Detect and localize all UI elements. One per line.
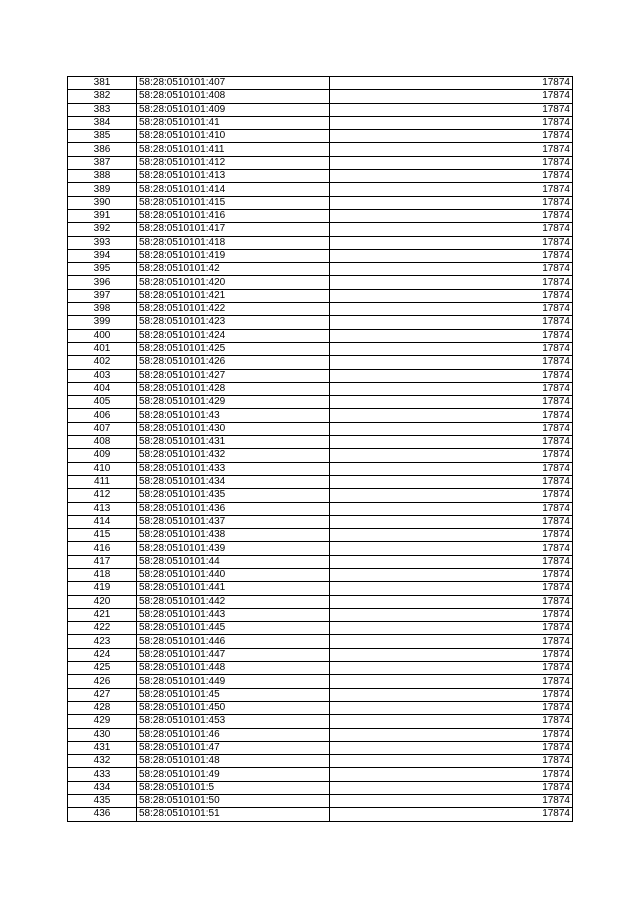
row-number-cell: 401: [68, 342, 137, 355]
row-number-cell: 434: [68, 781, 137, 794]
cadastral-number-cell: 58:28:0510101:437: [137, 515, 330, 528]
cadastral-number-cell: 58:28:0510101:429: [137, 396, 330, 409]
cadastral-number-cell: 58:28:0510101:432: [137, 449, 330, 462]
value-cell: 17874: [330, 116, 573, 129]
value-cell: 17874: [330, 755, 573, 768]
cadastral-number-cell: 58:28:0510101:411: [137, 143, 330, 156]
cadastral-number-cell: 58:28:0510101:435: [137, 489, 330, 502]
table-row: [68, 582, 573, 595]
table-row: [68, 808, 573, 821]
row-number-cell: 381: [68, 77, 137, 90]
value-cell: 17874: [330, 715, 573, 728]
cadastral-number-cell: 58:28:0510101:413: [137, 170, 330, 183]
row-number-cell: 415: [68, 529, 137, 542]
cadastral-number-cell: 58:28:0510101:440: [137, 568, 330, 581]
cadastral-number-cell: 58:28:0510101:450: [137, 701, 330, 714]
cadastral-number-cell: 58:28:0510101:449: [137, 675, 330, 688]
value-cell: 17874: [330, 156, 573, 169]
table-row: [68, 555, 573, 568]
table-row: [68, 409, 573, 422]
cadastral-number-cell: 58:28:0510101:436: [137, 502, 330, 515]
table-row: [68, 369, 573, 382]
row-number-cell: 412: [68, 489, 137, 502]
cadastral-number-cell: 58:28:0510101:428: [137, 382, 330, 395]
cadastral-number-cell: 58:28:0510101:42: [137, 263, 330, 276]
row-number-cell: 392: [68, 223, 137, 236]
value-cell: 17874: [330, 741, 573, 754]
cadastral-number-cell: 58:28:0510101:47: [137, 741, 330, 754]
value-cell: 17874: [330, 635, 573, 648]
value-cell: 17874: [330, 276, 573, 289]
cadastral-number-cell: 58:28:0510101:416: [137, 209, 330, 222]
row-number-cell: 383: [68, 103, 137, 116]
row-number-cell: 432: [68, 755, 137, 768]
table-row: [68, 356, 573, 369]
row-number-cell: 421: [68, 608, 137, 621]
row-number-cell: 399: [68, 316, 137, 329]
value-cell: 17874: [330, 103, 573, 116]
cadastral-number-cell: 58:28:0510101:43: [137, 409, 330, 422]
row-number-cell: 389: [68, 183, 137, 196]
value-cell: 17874: [330, 648, 573, 661]
row-number-cell: 395: [68, 263, 137, 276]
table-row: [68, 303, 573, 316]
table-row: [68, 143, 573, 156]
row-number-cell: 393: [68, 236, 137, 249]
value-cell: 17874: [330, 329, 573, 342]
cadastral-number-cell: 58:28:0510101:434: [137, 475, 330, 488]
cadastral-number-cell: 58:28:0510101:425: [137, 342, 330, 355]
row-number-cell: 410: [68, 462, 137, 475]
table-row: [68, 316, 573, 329]
row-number-cell: 417: [68, 555, 137, 568]
row-number-cell: 427: [68, 688, 137, 701]
value-cell: 17874: [330, 209, 573, 222]
row-number-cell: 413: [68, 502, 137, 515]
cadastral-number-cell: 58:28:0510101:430: [137, 422, 330, 435]
table-row: [68, 263, 573, 276]
cadastral-number-cell: 58:28:0510101:433: [137, 462, 330, 475]
cadastral-number-cell: 58:28:0510101:409: [137, 103, 330, 116]
table-row: [68, 502, 573, 515]
row-number-cell: 425: [68, 662, 137, 675]
value-cell: 17874: [330, 382, 573, 395]
row-number-cell: 404: [68, 382, 137, 395]
value-cell: 17874: [330, 249, 573, 262]
cadastral-number-cell: 58:28:0510101:46: [137, 728, 330, 741]
value-cell: 17874: [330, 688, 573, 701]
table-row: [68, 422, 573, 435]
table-row: [68, 209, 573, 222]
value-cell: 17874: [330, 675, 573, 688]
table-row: [68, 249, 573, 262]
row-number-cell: 418: [68, 568, 137, 581]
cadastral-number-cell: 58:28:0510101:41: [137, 116, 330, 129]
value-cell: 17874: [330, 582, 573, 595]
value-cell: 17874: [330, 316, 573, 329]
table-row: [68, 568, 573, 581]
row-number-cell: 397: [68, 289, 137, 302]
table-row: [68, 795, 573, 808]
cadastral-number-cell: 58:28:0510101:410: [137, 130, 330, 143]
table-row: [68, 701, 573, 714]
value-cell: 17874: [330, 555, 573, 568]
table-row: [68, 276, 573, 289]
cadastral-number-cell: 58:28:0510101:51: [137, 808, 330, 821]
value-cell: 17874: [330, 662, 573, 675]
cadastral-number-cell: 58:28:0510101:414: [137, 183, 330, 196]
value-cell: 17874: [330, 409, 573, 422]
table-row: [68, 236, 573, 249]
row-number-cell: 409: [68, 449, 137, 462]
cadastral-number-cell: 58:28:0510101:422: [137, 303, 330, 316]
row-number-cell: 429: [68, 715, 137, 728]
row-number-cell: 394: [68, 249, 137, 262]
row-number-cell: 387: [68, 156, 137, 169]
table-row: [68, 436, 573, 449]
table-row: [68, 715, 573, 728]
table-row: [68, 595, 573, 608]
cadastral-table: [67, 76, 573, 822]
value-cell: 17874: [330, 529, 573, 542]
cadastral-number-cell: 58:28:0510101:427: [137, 369, 330, 382]
value-cell: 17874: [330, 223, 573, 236]
value-cell: 17874: [330, 608, 573, 621]
value-cell: 17874: [330, 515, 573, 528]
table-row: [68, 675, 573, 688]
value-cell: 17874: [330, 369, 573, 382]
table-row: [68, 116, 573, 129]
table-row: [68, 741, 573, 754]
cadastral-number-cell: 58:28:0510101:439: [137, 542, 330, 555]
value-cell: 17874: [330, 342, 573, 355]
table-row: [68, 196, 573, 209]
value-cell: 17874: [330, 236, 573, 249]
table-row: [68, 462, 573, 475]
table-row: [68, 728, 573, 741]
table-row: [68, 648, 573, 661]
table-row: [68, 529, 573, 542]
cadastral-number-cell: 58:28:0510101:442: [137, 595, 330, 608]
value-cell: 17874: [330, 768, 573, 781]
cadastral-number-cell: 58:28:0510101:44: [137, 555, 330, 568]
row-number-cell: 424: [68, 648, 137, 661]
row-number-cell: 407: [68, 422, 137, 435]
cadastral-number-cell: 58:28:0510101:426: [137, 356, 330, 369]
table-row: [68, 475, 573, 488]
cadastral-number-cell: 58:28:0510101:419: [137, 249, 330, 262]
value-cell: 17874: [330, 77, 573, 90]
value-cell: 17874: [330, 196, 573, 209]
value-cell: 17874: [330, 436, 573, 449]
cadastral-number-cell: 58:28:0510101:408: [137, 90, 330, 103]
cadastral-number-cell: 58:28:0510101:446: [137, 635, 330, 648]
table-row: [68, 183, 573, 196]
value-cell: 17874: [330, 595, 573, 608]
cadastral-number-cell: 58:28:0510101:418: [137, 236, 330, 249]
row-number-cell: 435: [68, 795, 137, 808]
value-cell: 17874: [330, 263, 573, 276]
cadastral-number-cell: 58:28:0510101:415: [137, 196, 330, 209]
value-cell: 17874: [330, 422, 573, 435]
table-row: [68, 515, 573, 528]
row-number-cell: 420: [68, 595, 137, 608]
table-row: [68, 382, 573, 395]
row-number-cell: 430: [68, 728, 137, 741]
table-row: [68, 755, 573, 768]
row-number-cell: 385: [68, 130, 137, 143]
cadastral-number-cell: 58:28:0510101:417: [137, 223, 330, 236]
value-cell: 17874: [330, 701, 573, 714]
row-number-cell: 431: [68, 741, 137, 754]
cadastral-number-cell: 58:28:0510101:407: [137, 77, 330, 90]
table-row: [68, 542, 573, 555]
row-number-cell: 396: [68, 276, 137, 289]
table-row: [68, 342, 573, 355]
table-row: [68, 77, 573, 90]
table-row: [68, 622, 573, 635]
row-number-cell: 382: [68, 90, 137, 103]
cadastral-number-cell: 58:28:0510101:453: [137, 715, 330, 728]
row-number-cell: 416: [68, 542, 137, 555]
cadastral-number-cell: 58:28:0510101:50: [137, 795, 330, 808]
cadastral-number-cell: 58:28:0510101:421: [137, 289, 330, 302]
row-number-cell: 411: [68, 475, 137, 488]
cadastral-number-cell: 58:28:0510101:431: [137, 436, 330, 449]
table-row: [68, 635, 573, 648]
row-number-cell: 422: [68, 622, 137, 635]
value-cell: 17874: [330, 728, 573, 741]
value-cell: 17874: [330, 143, 573, 156]
cadastral-number-cell: 58:28:0510101:49: [137, 768, 330, 781]
row-number-cell: 398: [68, 303, 137, 316]
cadastral-number-cell: 58:28:0510101:438: [137, 529, 330, 542]
row-number-cell: 388: [68, 170, 137, 183]
table-row: [68, 662, 573, 675]
row-number-cell: 406: [68, 409, 137, 422]
cadastral-number-cell: 58:28:0510101:48: [137, 755, 330, 768]
value-cell: 17874: [330, 90, 573, 103]
value-cell: 17874: [330, 396, 573, 409]
value-cell: 17874: [330, 781, 573, 794]
value-cell: 17874: [330, 183, 573, 196]
table-row: [68, 781, 573, 794]
table-row: [68, 396, 573, 409]
cadastral-number-cell: 58:28:0510101:443: [137, 608, 330, 621]
value-cell: 17874: [330, 289, 573, 302]
table-row: [68, 170, 573, 183]
row-number-cell: 386: [68, 143, 137, 156]
cadastral-number-cell: 58:28:0510101:5: [137, 781, 330, 794]
cadastral-number-cell: 58:28:0510101:420: [137, 276, 330, 289]
table-row: [68, 289, 573, 302]
table-body: [68, 77, 573, 822]
value-cell: 17874: [330, 462, 573, 475]
value-cell: 17874: [330, 170, 573, 183]
row-number-cell: 423: [68, 635, 137, 648]
cadastral-number-cell: 58:28:0510101:424: [137, 329, 330, 342]
cadastral-number-cell: 58:28:0510101:441: [137, 582, 330, 595]
row-number-cell: 414: [68, 515, 137, 528]
table-row: [68, 688, 573, 701]
cadastral-number-cell: 58:28:0510101:448: [137, 662, 330, 675]
table-row: [68, 223, 573, 236]
row-number-cell: 384: [68, 116, 137, 129]
row-number-cell: 408: [68, 436, 137, 449]
table-row: [68, 329, 573, 342]
row-number-cell: 428: [68, 701, 137, 714]
value-cell: 17874: [330, 795, 573, 808]
table-row: [68, 768, 573, 781]
cadastral-number-cell: 58:28:0510101:423: [137, 316, 330, 329]
row-number-cell: 419: [68, 582, 137, 595]
row-number-cell: 405: [68, 396, 137, 409]
value-cell: 17874: [330, 808, 573, 821]
table-row: [68, 156, 573, 169]
value-cell: 17874: [330, 542, 573, 555]
row-number-cell: 426: [68, 675, 137, 688]
cadastral-number-cell: 58:28:0510101:412: [137, 156, 330, 169]
row-number-cell: 436: [68, 808, 137, 821]
value-cell: 17874: [330, 130, 573, 143]
table-row: [68, 103, 573, 116]
table-row: [68, 489, 573, 502]
row-number-cell: 390: [68, 196, 137, 209]
row-number-cell: 391: [68, 209, 137, 222]
cadastral-number-cell: 58:28:0510101:45: [137, 688, 330, 701]
value-cell: 17874: [330, 622, 573, 635]
value-cell: 17874: [330, 502, 573, 515]
table-row: [68, 608, 573, 621]
table-row: [68, 449, 573, 462]
row-number-cell: 403: [68, 369, 137, 382]
value-cell: 17874: [330, 568, 573, 581]
value-cell: 17874: [330, 449, 573, 462]
row-number-cell: 433: [68, 768, 137, 781]
row-number-cell: 400: [68, 329, 137, 342]
table-row: [68, 130, 573, 143]
row-number-cell: 402: [68, 356, 137, 369]
cadastral-number-cell: 58:28:0510101:447: [137, 648, 330, 661]
value-cell: 17874: [330, 489, 573, 502]
cadastral-number-cell: 58:28:0510101:445: [137, 622, 330, 635]
value-cell: 17874: [330, 475, 573, 488]
table-row: [68, 90, 573, 103]
value-cell: 17874: [330, 303, 573, 316]
value-cell: 17874: [330, 356, 573, 369]
